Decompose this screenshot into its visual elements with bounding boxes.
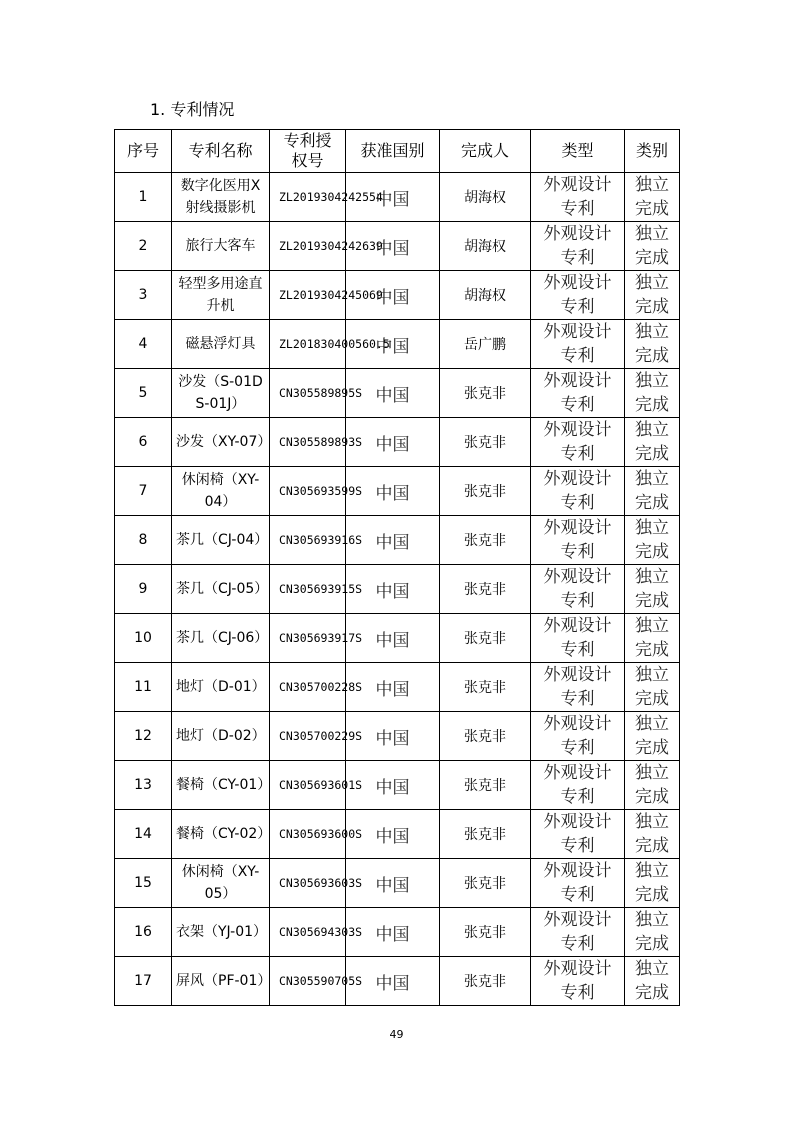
page-number: 49 [389,1028,404,1041]
section-title: 1. 专利情况 [150,100,235,119]
cell-country: 中国 [346,222,440,271]
cell-patent-number: CN305693601S [270,761,346,810]
table-row [115,467,680,516]
table-row [115,810,680,859]
cell-country: 中国 [346,663,440,712]
cell-country: 中国 [346,957,440,1006]
cell-seq: 7 [115,467,172,516]
table-row [115,712,680,761]
cell-category: 独立完成 [625,467,680,516]
cell-patent-number: ZL2019304242554 [270,173,346,222]
header-category: 类别 [625,130,680,173]
cell-patent-type: 外观设计专利 [531,222,625,271]
cell-inventor: 张克非 [440,712,531,761]
cell-country: 中国 [346,859,440,908]
cell-patent-number: CN305693915S [270,565,346,614]
cell-patent-type: 外观设计专利 [531,173,625,222]
cell-category: 独立完成 [625,614,680,663]
cell-patent-number: ZL2019304245069 [270,271,346,320]
cell-category: 独立完成 [625,565,680,614]
cell-inventor: 张克非 [440,516,531,565]
header-person: 完成人 [440,130,531,173]
cell-patent-name: 茶几（CJ-05） [172,565,270,614]
cell-category: 独立完成 [625,516,680,565]
cell-patent-number: CN305693603S [270,859,346,908]
cell-patent-name: 茶几（CJ-06） [172,614,270,663]
cell-patent-number: CN305589893S [270,418,346,467]
cell-seq: 14 [115,810,172,859]
cell-country: 中国 [346,712,440,761]
table-row [115,320,680,369]
patent-table [114,129,680,1006]
cell-seq: 1 [115,173,172,222]
cell-seq: 4 [115,320,172,369]
cell-patent-name: 沙发（S-01D S-01J） [172,369,270,418]
cell-inventor: 张克非 [440,908,531,957]
cell-inventor: 张克非 [440,810,531,859]
cell-inventor: 张克非 [440,614,531,663]
cell-category: 独立完成 [625,418,680,467]
cell-inventor: 张克非 [440,467,531,516]
cell-country: 中国 [346,565,440,614]
cell-inventor: 张克非 [440,565,531,614]
cell-inventor: 胡海权 [440,222,531,271]
table-body [115,173,680,1006]
header-number: 专利授权号 [270,130,346,173]
cell-inventor: 张克非 [440,663,531,712]
table-row [115,614,680,663]
cell-seq: 6 [115,418,172,467]
table-row [115,271,680,320]
cell-seq: 10 [115,614,172,663]
cell-seq: 11 [115,663,172,712]
cell-patent-type: 外观设计专利 [531,859,625,908]
cell-country: 中国 [346,761,440,810]
cell-inventor: 张克非 [440,369,531,418]
cell-patent-type: 外观设计专利 [531,320,625,369]
table-row [115,957,680,1006]
cell-patent-name: 数字化医用X射线摄影机 [172,173,270,222]
cell-patent-type: 外观设计专利 [531,761,625,810]
table-row [115,173,680,222]
cell-patent-type: 外观设计专利 [531,565,625,614]
cell-inventor: 张克非 [440,957,531,1006]
cell-country: 中国 [346,173,440,222]
cell-patent-type: 外观设计专利 [531,369,625,418]
cell-category: 独立完成 [625,712,680,761]
header-seq: 序号 [115,130,172,173]
cell-patent-number: CN305693917S [270,614,346,663]
cell-patent-name: 地灯（D-01） [172,663,270,712]
cell-inventor: 胡海权 [440,173,531,222]
cell-patent-number: CN305590705S [270,957,346,1006]
table-row [115,516,680,565]
cell-patent-name: 茶几（CJ-04） [172,516,270,565]
cell-inventor: 张克非 [440,859,531,908]
cell-seq: 5 [115,369,172,418]
cell-category: 独立完成 [625,908,680,957]
cell-patent-type: 外观设计专利 [531,614,625,663]
cell-patent-number: CN305589895S [270,369,346,418]
cell-category: 独立完成 [625,957,680,1006]
cell-seq: 16 [115,908,172,957]
cell-patent-name: 衣架（YJ-01） [172,908,270,957]
cell-patent-number: CN305693916S [270,516,346,565]
table-row [115,418,680,467]
cell-patent-name: 休闲椅（XY-05） [172,859,270,908]
table-header-row [115,130,680,173]
cell-patent-type: 外观设计专利 [531,712,625,761]
cell-country: 中国 [346,271,440,320]
cell-country: 中国 [346,320,440,369]
cell-country: 中国 [346,614,440,663]
cell-category: 独立完成 [625,173,680,222]
cell-patent-type: 外观设计专利 [531,663,625,712]
header-type: 类型 [531,130,625,173]
cell-category: 独立完成 [625,810,680,859]
cell-patent-number: ZL2019304242639 [270,222,346,271]
cell-seq: 13 [115,761,172,810]
cell-patent-name: 餐椅（CY-02） [172,810,270,859]
cell-patent-name: 地灯（D-02） [172,712,270,761]
cell-patent-name: 休闲椅（XY-04） [172,467,270,516]
cell-seq: 9 [115,565,172,614]
cell-patent-name: 磁悬浮灯具 [172,320,270,369]
cell-seq: 15 [115,859,172,908]
cell-category: 独立完成 [625,369,680,418]
cell-patent-type: 外观设计专利 [531,467,625,516]
cell-patent-name: 沙发（XY-07） [172,418,270,467]
cell-patent-number: CN305693599S [270,467,346,516]
cell-category: 独立完成 [625,663,680,712]
cell-patent-name: 轻型多用途直升机 [172,271,270,320]
cell-category: 独立完成 [625,271,680,320]
cell-patent-name: 旅行大客车 [172,222,270,271]
cell-patent-type: 外观设计专利 [531,908,625,957]
cell-patent-number: CN305694303S [270,908,346,957]
cell-patent-type: 外观设计专利 [531,810,625,859]
cell-patent-number: ZL201830400560.5 [270,320,346,369]
cell-patent-number: CN305693600S [270,810,346,859]
table-row [115,908,680,957]
cell-seq: 3 [115,271,172,320]
cell-inventor: 张克非 [440,418,531,467]
cell-patent-type: 外观设计专利 [531,271,625,320]
cell-patent-number: CN305700229S [270,712,346,761]
cell-inventor: 胡海权 [440,271,531,320]
table-row [115,761,680,810]
cell-seq: 12 [115,712,172,761]
table-row [115,369,680,418]
cell-seq: 8 [115,516,172,565]
cell-patent-type: 外观设计专利 [531,516,625,565]
cell-category: 独立完成 [625,761,680,810]
cell-country: 中国 [346,810,440,859]
table-row [115,663,680,712]
cell-country: 中国 [346,418,440,467]
cell-country: 中国 [346,908,440,957]
cell-country: 中国 [346,516,440,565]
cell-country: 中国 [346,467,440,516]
cell-patent-type: 外观设计专利 [531,957,625,1006]
table-row [115,565,680,614]
cell-inventor: 岳广鹏 [440,320,531,369]
cell-patent-name: 餐椅（CY-01） [172,761,270,810]
cell-patent-type: 外观设计专利 [531,418,625,467]
table-row [115,859,680,908]
cell-category: 独立完成 [625,222,680,271]
cell-country: 中国 [346,369,440,418]
cell-patent-name: 屏风（PF-01） [172,957,270,1006]
cell-category: 独立完成 [625,320,680,369]
cell-seq: 17 [115,957,172,1006]
table-row [115,222,680,271]
cell-inventor: 张克非 [440,761,531,810]
header-name: 专利名称 [172,130,270,173]
cell-patent-number: CN305700228S [270,663,346,712]
header-country: 获准国别 [346,130,440,173]
cell-category: 独立完成 [625,859,680,908]
cell-seq: 2 [115,222,172,271]
